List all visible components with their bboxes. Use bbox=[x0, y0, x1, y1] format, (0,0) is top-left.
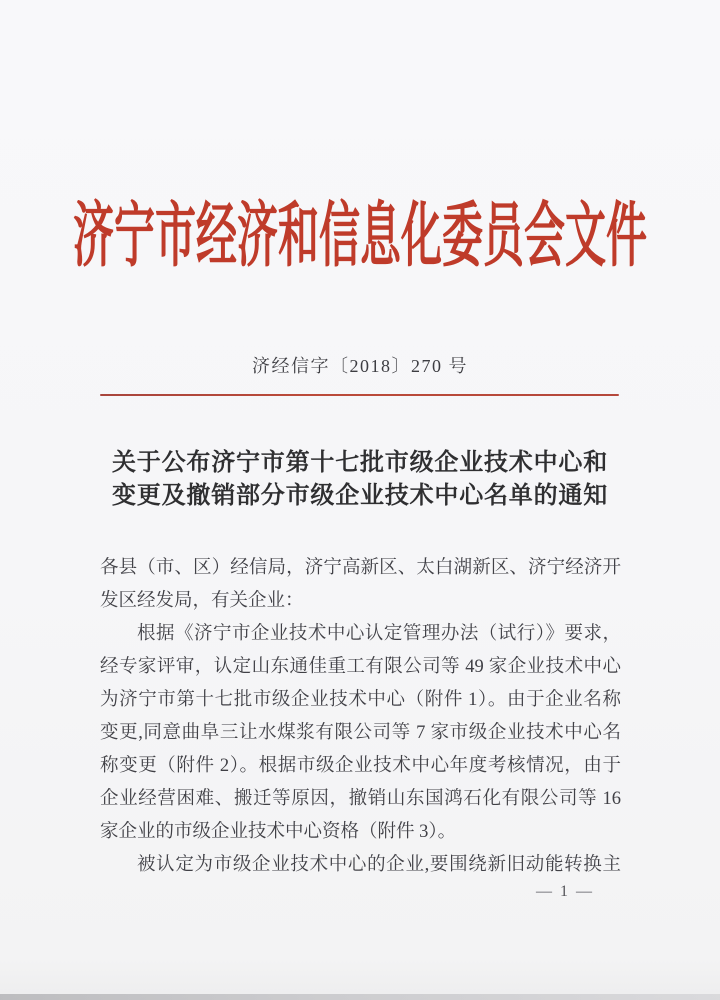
body-line: 被认定为市级企业技术中心的企业,要围绕新旧动能转换主 bbox=[137, 855, 621, 875]
body-line: 变更,同意曲阜三让水煤浆有限公司等 7 家市级企业技术中心名 bbox=[100, 723, 621, 743]
document-title bbox=[0, 447, 720, 513]
body-line: 发区经发局，有关企业： bbox=[100, 591, 304, 611]
document-number: 济经信字〔2018〕270 号 bbox=[252, 356, 468, 376]
body-line: 称变更（附件 2）。根据市级企业技术中心年度考核情况，由于 bbox=[100, 756, 621, 776]
document-body bbox=[100, 552, 621, 882]
body-line: 经专家评审，认定山东通佳重工有限公司等 49 家企业技术中心 bbox=[100, 657, 621, 677]
page-number: — 1 — bbox=[536, 883, 594, 900]
agency-title: 济宁市经济和信息化委员会文件 bbox=[73, 195, 647, 275]
body-line: 根据《济宁市企业技术中心认定管理办法（试行）》要求， bbox=[137, 624, 621, 644]
body-line: 企业经营困难、搬迁等原因，撤销山东国鸿石化有限公司等 16 bbox=[100, 789, 621, 809]
scan-edge-shadow bbox=[0, 994, 720, 1000]
document-title-line-1: 关于公布济宁市第十七批市级企业技术中心和 bbox=[112, 450, 608, 476]
document-title-line-2: 变更及撤销部分市级企业技术中心名单的通知 bbox=[112, 483, 608, 509]
red-divider-line bbox=[100, 394, 619, 396]
body-line: 各县（市、区）经信局，济宁高新区、太白湖新区、济宁经济开 bbox=[100, 558, 621, 578]
body-line: 为济宁市第十七批市级企业技术中心（附件 1）。由于企业名称 bbox=[100, 690, 621, 710]
body-line: 家企业的市级企业技术中心资格（附件 3）。 bbox=[100, 822, 457, 842]
